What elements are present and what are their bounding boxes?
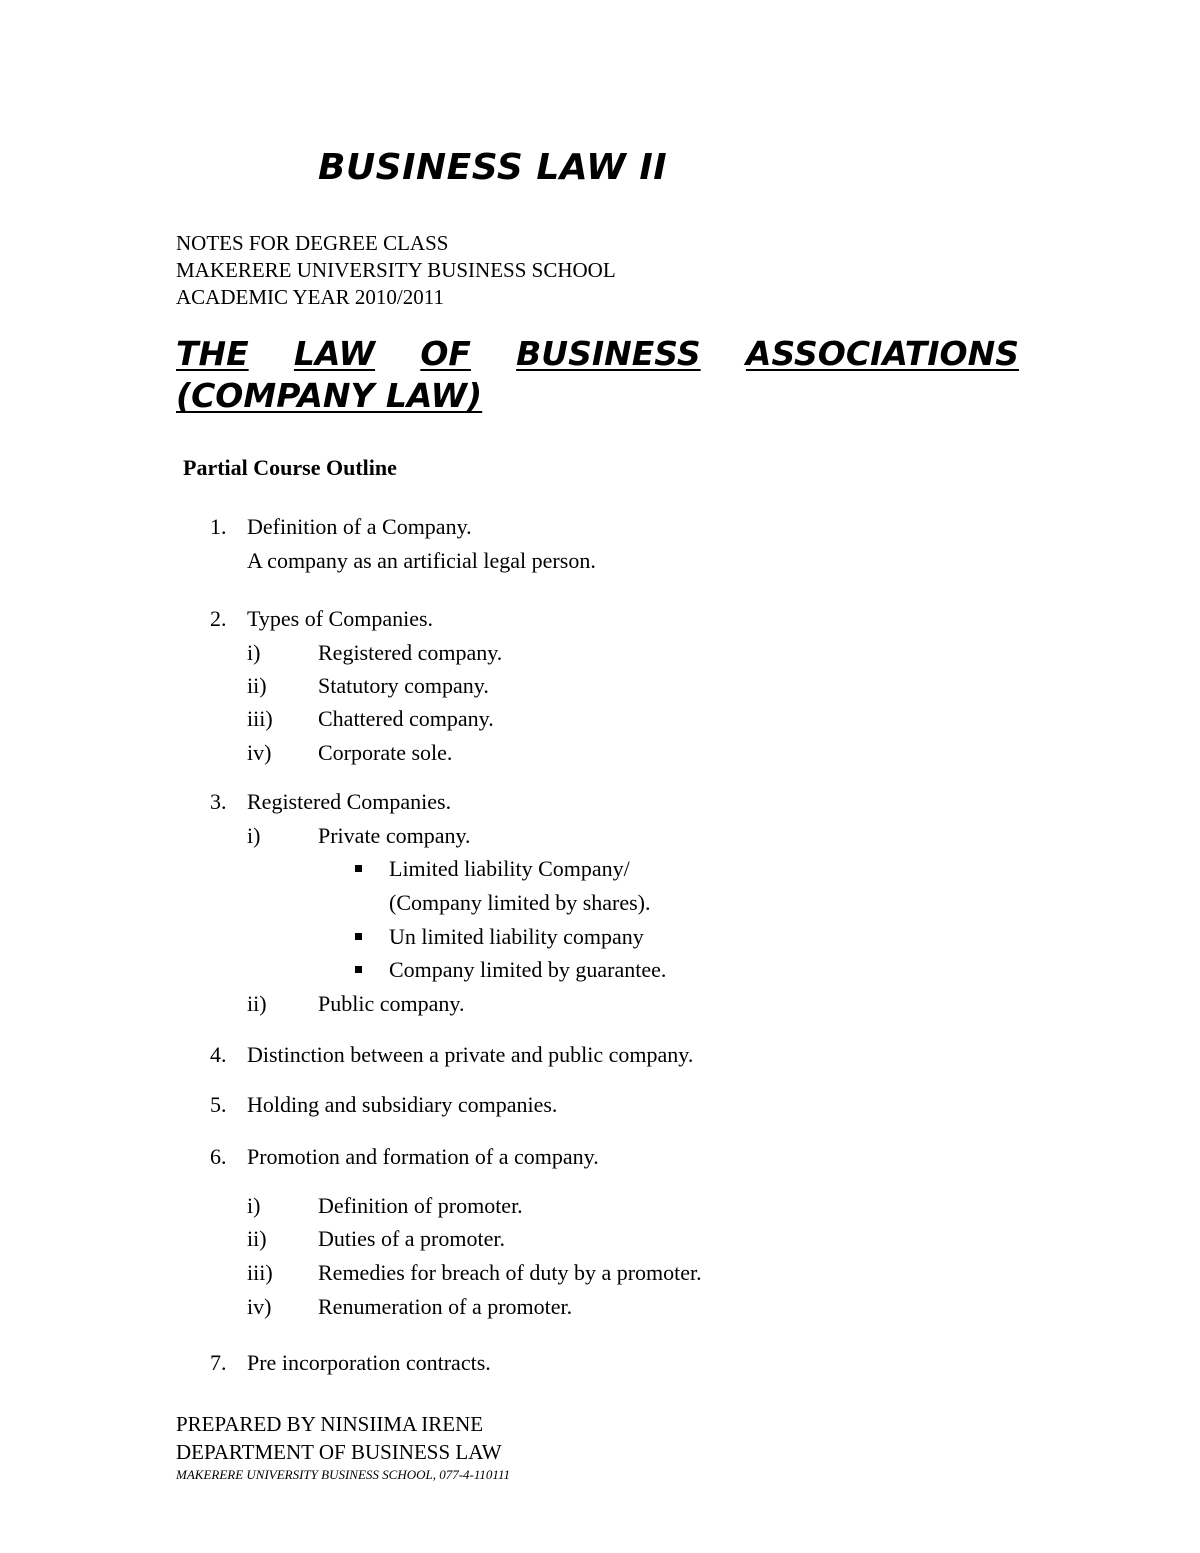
subject-title-line-2: (COMPANY LAW) — [176, 376, 483, 415]
bullet-item: Company limited by guarantee. — [389, 957, 667, 982]
sub-item: Definition of promoter. — [318, 1193, 523, 1218]
sub-item: Corporate sole. — [318, 740, 453, 765]
roman-numeral: ii) — [247, 991, 267, 1016]
bullet-item: Un limited liability company — [389, 924, 644, 949]
roman-numeral: iv) — [247, 1294, 272, 1319]
subject-word: BUSINESS — [516, 334, 701, 373]
roman-numeral: iii) — [247, 1260, 273, 1285]
footer-department: DEPARTMENT OF BUSINESS LAW — [176, 1440, 502, 1464]
roman-numeral: i) — [247, 1193, 261, 1218]
item-number: 7. — [210, 1350, 227, 1375]
item-number: 4. — [210, 1042, 227, 1067]
outline-item-1-detail: A company as an artificial legal person. — [247, 548, 596, 573]
bullet-icon — [355, 933, 362, 940]
document-title: BUSINESS LAW II — [318, 147, 668, 188]
item-number: 5. — [210, 1092, 227, 1117]
subject-word: THE — [176, 334, 249, 373]
outline-item-6: Promotion and formation of a company. — [247, 1144, 599, 1169]
bullet-icon — [355, 966, 362, 973]
bullet-item-continued: (Company limited by shares). — [389, 890, 651, 915]
academic-year-line: ACADEMIC YEAR 2010/2011 — [176, 285, 444, 309]
item-number: 1. — [210, 514, 227, 539]
outline-item-2: Types of Companies. — [247, 606, 434, 631]
subject-title-line-1 — [176, 334, 1019, 373]
outline-heading: Partial Course Outline — [183, 455, 397, 480]
subject-word: ASSOCIATIONS — [745, 334, 1019, 373]
notes-class-line: NOTES FOR DEGREE CLASS — [176, 231, 449, 255]
outline-item-1: Definition of a Company. — [247, 514, 472, 539]
item-number: 6. — [210, 1144, 227, 1169]
roman-numeral: iii) — [247, 706, 273, 731]
subject-word: OF — [420, 334, 471, 373]
roman-numeral: iv) — [247, 740, 272, 765]
outline-item-7: Pre incorporation contracts. — [247, 1350, 491, 1375]
sub-item: Chattered company. — [318, 706, 494, 731]
bullet-item: Limited liability Company/ — [389, 856, 630, 881]
outline-item-5: Holding and subsidiary companies. — [247, 1092, 558, 1117]
roman-numeral: ii) — [247, 673, 267, 698]
item-number: 2. — [210, 606, 227, 631]
sub-item: Public company. — [318, 991, 465, 1016]
sub-item: Duties of a promoter. — [318, 1226, 505, 1251]
footer-contact: MAKERERE UNIVERSITY BUSINESS SCHOOL, 077-4-110111 — [176, 1467, 510, 1482]
sub-item: Private company. — [318, 823, 471, 848]
sub-item: Renumeration of a promoter. — [318, 1294, 573, 1319]
sub-item: Remedies for breach of duty by a promoter. — [318, 1260, 702, 1285]
roman-numeral: ii) — [247, 1226, 267, 1251]
item-number: 3. — [210, 789, 227, 814]
outline-item-4: Distinction between a private and public company. — [247, 1042, 694, 1067]
school-line: MAKERERE UNIVERSITY BUSINESS SCHOOL — [176, 258, 616, 282]
sub-item: Statutory company. — [318, 673, 489, 698]
roman-numeral: i) — [247, 640, 261, 665]
footer-prepared-by: PREPARED BY NINSIIMA IRENE — [176, 1412, 484, 1436]
bullet-icon — [355, 865, 362, 872]
outline-item-3: Registered Companies. — [247, 789, 452, 814]
sub-item: Registered company. — [318, 640, 503, 665]
roman-numeral: i) — [247, 823, 261, 848]
subject-word: LAW — [293, 334, 376, 373]
